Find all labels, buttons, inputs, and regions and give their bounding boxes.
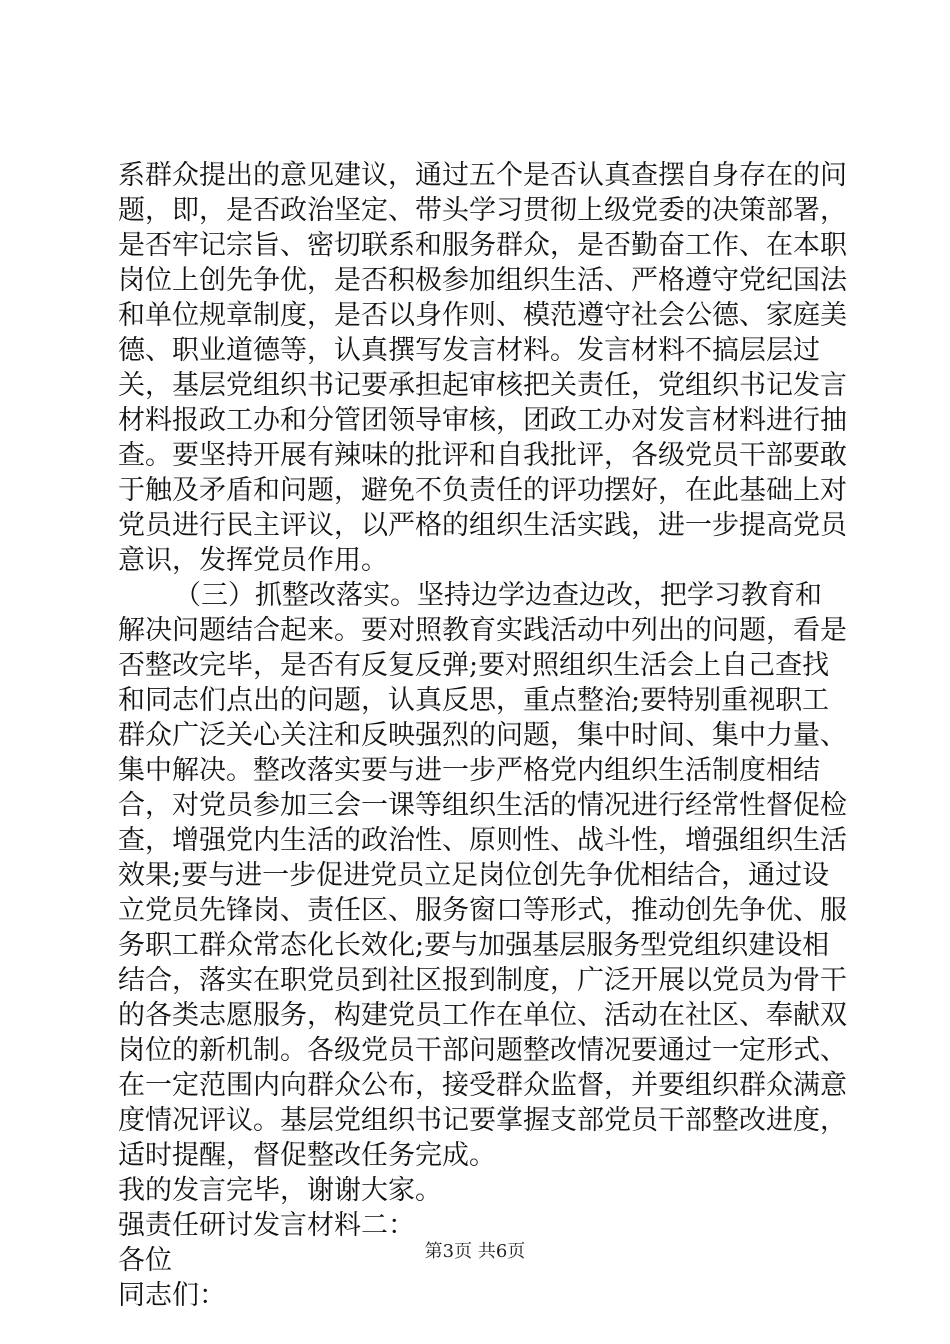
paragraph-continuation: 系群众提出的意见建议，通过五个是否认真查摆自身存在的问题，即，是否政治坚定、带头学习贯彻上级党委的决策部署，是否牢记宗旨、密切联系和服务群众，是否勤奋工作、在本职岗位上创先争优，是否积极参加组织生活、严格遵守党纪国法和单位规章制度，是否以身作则、模范遵守社会公德、家庭美德、职业道德等，认真撰写发言材料。发言材料不搞层层过关，基层党组织书记要承担起审核把关责任，党组织书记发言材料报政工办和分管团领导审核，团政工办对发言材料进行抽查。要坚持开展有辣味的批评和自我批评，各级党员干部要敢于触及矛盾和问题，避免不负责任的评功摆好，在此基础上对党员进行民主评议，以严格的组织生活实践，进一步提高党员意识，发挥党员作用。 xyxy=(118,160,847,576)
closing-remark: 我的发言完毕，谢谢大家。 xyxy=(118,1175,442,1206)
salutation-line-1: 各位 xyxy=(118,1245,172,1276)
salutation-line-2: 同志们： xyxy=(118,1280,226,1311)
section-heading-material-two: 强责任研讨发言材料二： xyxy=(118,1210,415,1241)
document-body xyxy=(118,158,848,1313)
page-number-footer: 第3页 共6页 xyxy=(424,1241,526,1262)
paragraph-rectification: （三）抓整改落实。坚持边学边查边改，把学习教育和解决问题结合起来。要对照教育实践活动中列出的问题，看是否整改完毕，是否有反复反弹;要对照组织生活会上自己查找和同志们点出的问题，认真反思，重点整治;要特别重视职工群众广泛关心关注和反映强烈的问题，集中时间、集中力量、集中解决。整改落实要与进一步严格党内组织生活制度相结合，对党员参加三会一课等组织生活的情况进行经常性督促检查，增强党内生活的政治性、原则性、战斗性，增强组织生活效果;要与进一步促进党员立足岗位创先争优相结合，通过设立党员先锋岗、责任区、服务窗口等形式，推动创先争优、服务职工群众常态化长效化;要与加强基层服务型党组织建设相结合，落实在职党员到社区报到制度，广泛开展以党员为骨干的各类志愿服务，构建党员工作在单位、活动在社区、奉献双岗位的新机制。各级党员干部问题整改情况要通过一定形式、在一定范围内向群众公布，接受群众监督，并要组织群众满意度情况评议。基层党组织书记要掌握支部党员干部整改进度，适时提醒，督促整改任务完成。 xyxy=(118,580,847,1171)
